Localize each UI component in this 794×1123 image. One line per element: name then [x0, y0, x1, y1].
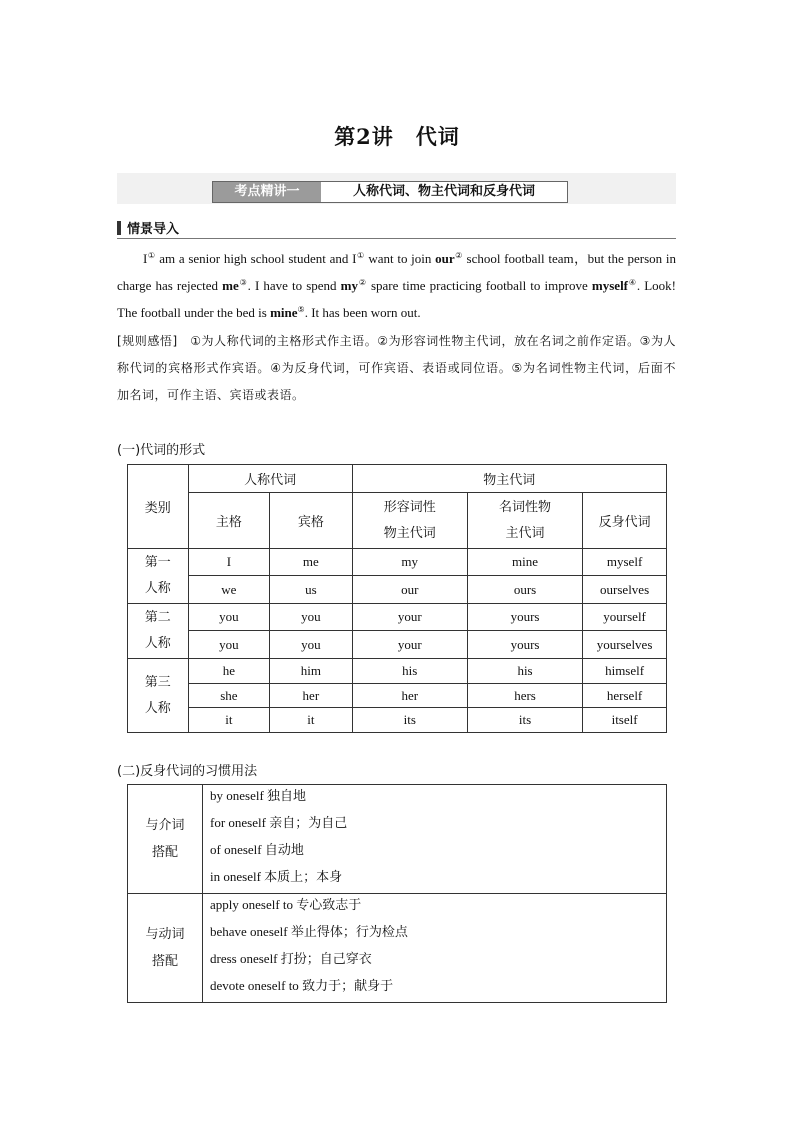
pronoun-cell: we: [188, 576, 270, 604]
usage-item: [210, 839, 666, 866]
intro-heading: 情景导入: [117, 218, 676, 239]
pronoun-cell: I: [188, 549, 270, 576]
header-subject: 主格: [188, 493, 270, 549]
pronoun-cell: her: [352, 684, 467, 708]
header-possessive: 物主代词: [352, 465, 666, 493]
pronoun-cell: your: [352, 604, 467, 631]
usage-meaning: 自动地: [264, 843, 304, 858]
intro-paragraph: I① am a senior high school student and I① want to join our② school football team，but the person in charge has rejected me③. I have to spend my② spare time practicing football to improve myself④. Look! The football under the bed is mine⑤. It has been worn out.: [117, 251, 677, 320]
heading-bar-icon: [117, 221, 121, 235]
pronoun-cell: mine: [467, 549, 582, 576]
usage-phrase: behave oneself: [210, 924, 288, 939]
usage-category: 与动词 搭配: [128, 894, 203, 1003]
pronoun-forms-table: [127, 464, 667, 733]
pronoun-cell: yours: [467, 604, 582, 631]
usage-item: [210, 785, 666, 812]
pronoun-cell: my: [352, 549, 467, 576]
usage-row: [128, 894, 667, 1003]
pronoun-cell: you: [188, 631, 270, 659]
person-label: 第三 人称: [128, 659, 189, 733]
header-personal: 人称代词: [188, 465, 352, 493]
usage-phrase: for oneself: [210, 815, 266, 830]
pronoun-cell: us: [270, 576, 353, 604]
table-row: [128, 631, 667, 659]
section-band: [117, 173, 676, 204]
usage-item: [210, 812, 666, 839]
usage-meaning: 独自地: [267, 789, 307, 804]
person-label: 第一 人称: [128, 549, 189, 604]
pronoun-cell: her: [270, 684, 353, 708]
pronoun-cell: its: [467, 708, 582, 733]
usage-item: [210, 866, 666, 893]
pronoun-cell: herself: [583, 684, 667, 708]
table-row: [128, 684, 667, 708]
pronoun-cell: me: [270, 549, 353, 576]
usage-meaning: 举止得体；行为检点: [290, 925, 408, 940]
pronoun-cell: he: [188, 659, 270, 684]
rules-note: [规则感悟] ①为人称代词的主格形式作主语。②为形容词性物主代词，放在名词之前作定语。③为人称代词的宾格形式作宾语。④为反身代词，可作宾语、表语或同位语。⑤为名词性物主代词，后面不加名词，可作主语、宾语或表语。: [117, 334, 676, 402]
usage-phrase: of oneself: [210, 842, 262, 857]
pronoun-cell: his: [467, 659, 582, 684]
header-reflexive: 反身代词: [583, 493, 667, 549]
band-badge: 考点精讲一: [213, 182, 321, 202]
page-title: 第2讲 代词: [334, 124, 460, 149]
pronoun-cell: you: [270, 604, 353, 631]
reflexive-usage-table: [127, 784, 667, 1003]
usage-phrase: in oneself: [210, 869, 261, 884]
pronoun-cell: his: [352, 659, 467, 684]
pronoun-cell: your: [352, 631, 467, 659]
pronoun-cell: myself: [583, 549, 667, 576]
usage-phrase: apply oneself to: [210, 897, 294, 912]
pronoun-cell: you: [188, 604, 270, 631]
pronoun-cell: yours: [467, 631, 582, 659]
band-topic: 人称代词、物主代词和反身代词: [352, 184, 535, 199]
pronoun-cell: yourselves: [583, 631, 667, 659]
pronoun-cell: it: [188, 708, 270, 733]
section-title-usage: (二)反身代词的习惯用法: [117, 764, 258, 779]
person-label: 第二 人称: [128, 604, 189, 659]
usage-phrase: dress oneself: [210, 951, 278, 966]
pronoun-cell: she: [188, 684, 270, 708]
table-row: [128, 708, 667, 733]
header-noun-possessive: 名词性物 主代词: [467, 493, 582, 549]
pronoun-cell: him: [270, 659, 353, 684]
usage-item: [210, 975, 666, 1002]
pronoun-cell: our: [352, 576, 467, 604]
usage-item: [210, 948, 666, 975]
header-category: 类别: [128, 465, 189, 549]
pronoun-cell: its: [352, 708, 467, 733]
usage-item: [210, 921, 666, 948]
usage-meaning: 亲自；为自己: [269, 816, 348, 831]
pronoun-cell: ours: [467, 576, 582, 604]
usage-item: [210, 894, 666, 921]
table-row: [128, 659, 667, 684]
usage-meaning: 打扮；自己穿衣: [280, 952, 372, 967]
usage-meaning: 致力于；献身于: [302, 979, 394, 994]
pronoun-cell: itself: [583, 708, 667, 733]
usage-phrase: by oneself: [210, 788, 264, 803]
pronoun-cell: himself: [583, 659, 667, 684]
usage-meaning: 专心致志于: [296, 898, 362, 913]
header-object: 宾格: [270, 493, 353, 549]
table-row: [128, 576, 667, 604]
usage-meaning: 本质上；本身: [264, 870, 343, 885]
usage-row: [128, 785, 667, 894]
pronoun-cell: yourself: [583, 604, 667, 631]
usage-phrase: devote oneself to: [210, 978, 299, 993]
pronoun-cell: you: [270, 631, 353, 659]
table-row: [128, 549, 667, 576]
pronoun-cell: ourselves: [583, 576, 667, 604]
table-row: [128, 604, 667, 631]
usage-category: 与介词 搭配: [128, 785, 203, 894]
pronoun-cell: hers: [467, 684, 582, 708]
section-title-forms: (一)代词的形式: [117, 443, 206, 458]
pronoun-cell: it: [270, 708, 353, 733]
header-adj-possessive: 形容词性 物主代词: [352, 493, 467, 549]
